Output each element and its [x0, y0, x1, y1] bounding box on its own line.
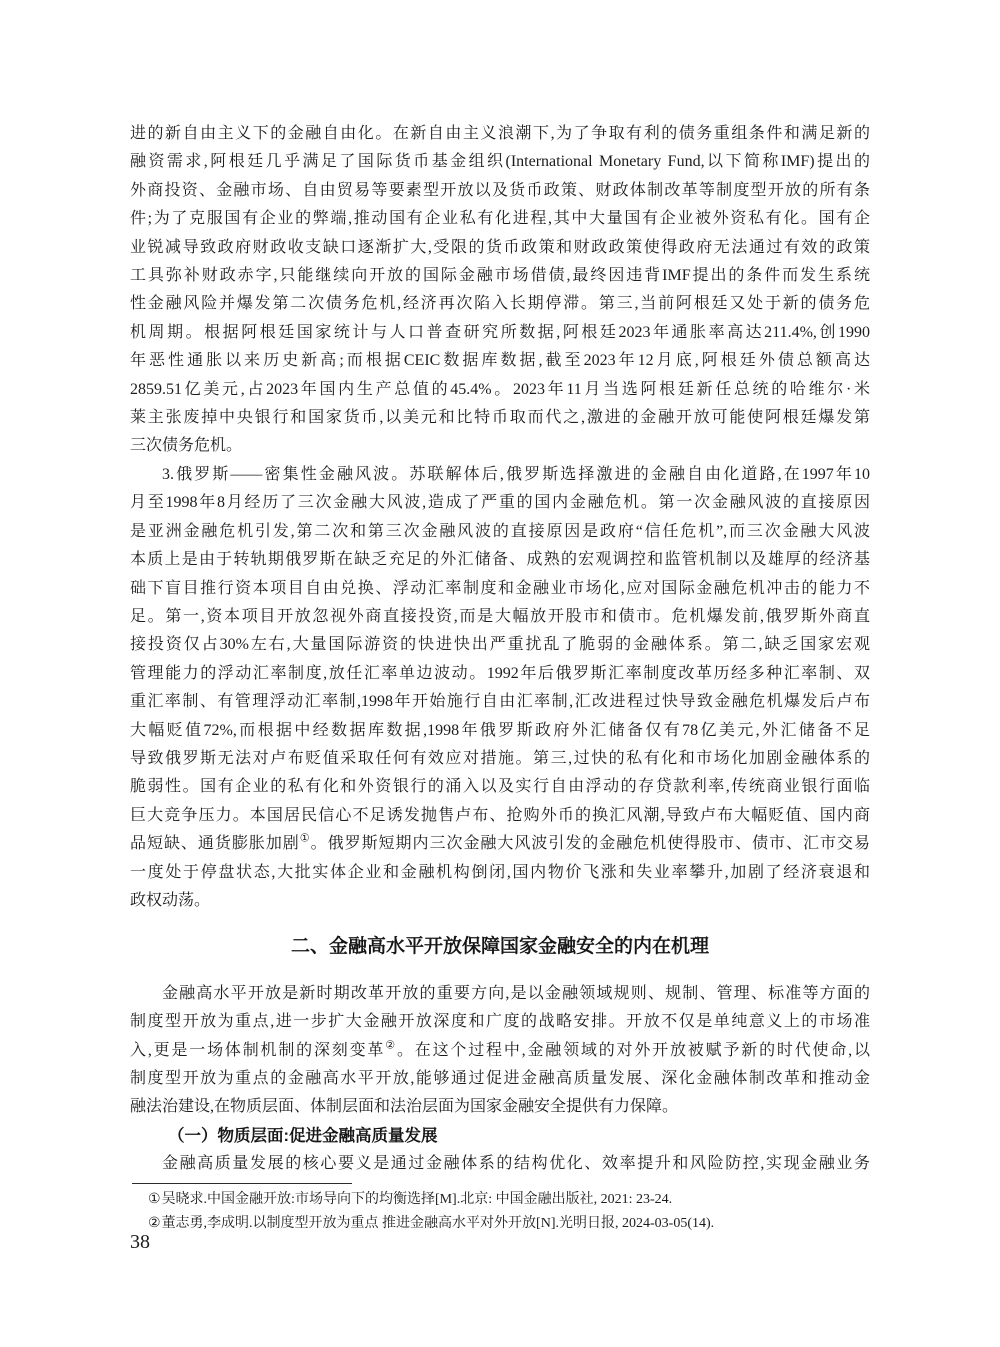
text-line: 进的新自由主义下的金融自由化。在新自由主义浪潮下,为了争取有利的债务重组条件和满足新的	[130, 125, 870, 142]
text-line: 金融高质量发展的核心要义是通过金融体系的结构优化、效率提升和风险防控,实现金融业务	[162, 1155, 870, 1173]
footnote-ref-icon: ①	[299, 832, 311, 845]
footnotes	[130, 1188, 870, 1236]
footnote-1	[148, 1188, 870, 1212]
footnote-2-marker: ②	[148, 1215, 161, 1231]
subsection-heading: （一）物质层面:促进金融高质量发展	[168, 1126, 438, 1145]
footnote-1-text: 吴晓求.中国金融开放:市场导向下的均衡选择[M].北京: 中国金融出版社, 2021: 23-24.	[161, 1191, 673, 1207]
text-line: 导致俄罗斯无法对卢布贬值采取任何有效应对措施。第三,过快的私有化和市场化加剧金融体系的	[130, 749, 870, 767]
text-line: 入,更是一场体制机制的深刻变革②。在这个过程中,金融领域的对外开放被赋予新的时代使命,以	[130, 1039, 870, 1059]
paragraph-opening-mechanism	[130, 980, 870, 1122]
text-line: 础下盲目推行资本项目自由兑换、浮动汇率制度和金融业市场化,应对国际金融危机冲击的能力不	[130, 579, 870, 597]
text-line: 金融高水平开放是新时期改革开放的重要方向,是以金融领域规则、规制、管理、标准等方面的	[162, 984, 870, 1002]
footnote-1-marker: ①	[148, 1191, 161, 1207]
text-line: 政权动荡。	[130, 891, 211, 909]
text-line: 性金融风险并爆发第二次债务危机,经济再次陷入长期停滞。第三,当前阿根廷又处于新的债务危	[130, 295, 870, 313]
text-line: 莱主张废掉中央银行和国家货币,以美元和比特币取而代之,激进的金融开放可能使阿根廷爆发第	[130, 409, 870, 427]
text-line: 外商投资、金融市场、自由贸易等要素型开放以及货币政策、财政体制改革等制度型开放的所有条	[130, 181, 870, 199]
text-line: 品短缺、通货膨胀加剧①。俄罗斯短期内三次金融大风波引发的金融危机使得股市、债市、汇市交易	[130, 832, 870, 853]
text-line: 制度型开放为重点的金融高水平开放,能够通过促进金融高质量发展、深化金融体制改革和推动金	[130, 1070, 870, 1087]
footnote-2	[148, 1212, 870, 1236]
text-line: 足。第一,资本项目开放忽视外商直接投资,而是大幅放开股市和债市。危机爆发前,俄罗斯外商直	[130, 607, 870, 625]
document-body	[130, 120, 870, 1236]
paragraph-argentina-continuation	[130, 120, 870, 461]
paragraph-russia	[130, 461, 870, 916]
text-line: 年恶性通胀以来历史新高;而根据CEIC数据库数据,截至2023年12月底,阿根廷外债总额高达	[130, 352, 870, 370]
text-line: 月至1998年8月经历了三次金融大风波,造成了严重的国内金融危机。第一次金融风波的直接原因	[130, 494, 870, 512]
text-line: 工具弥补财政赤字,只能继续向开放的国际金融市场借债,最终因违背IMF提出的条件而发生系统	[130, 267, 870, 285]
text-line: 业锐减导致政府财政收支缺口逐渐扩大,受限的货币政策和财政政策使得政府无法通过有效的政策	[130, 238, 870, 256]
text-line: 机周期。根据阿根廷国家统计与人口普查研究所数据,阿根廷2023年通胀率高达211.4%,创1990	[130, 323, 870, 341]
text-line: 一度处于停盘状态,大批实体企业和金融机构倒闭,国内物价飞涨和失业率攀升,加剧了经济衰退和	[130, 863, 870, 881]
text-line: 巨大竞争压力。本国居民信心不足诱发抛售卢布、抢购外币的换汇风潮,导致卢布大幅贬值、国内商	[130, 806, 870, 824]
text-line: 重汇率制、有管理浮动汇率制,1998年开始施行自由汇率制,汇改进程过快导致金融危机爆发后卢布	[130, 693, 870, 711]
text-line: 融资需求,阿根廷几乎满足了国际货币基金组织(International Monetary Fund,以下简称IMF)提出的	[130, 153, 870, 171]
text-line: 是亚洲金融危机引发,第二次和第三次金融风波的直接原因是政府“信任危机”,而三次金融大风波	[130, 522, 870, 540]
text-line: 接投资仅占30%左右,大量国际游资的快进快出严重扰乱了脆弱的金融体系。第二,缺乏国家宏观	[130, 636, 870, 654]
section-heading: 二、金融高水平开放保障国家金融安全的内在机理	[290, 936, 709, 958]
text-line: 制度型开放为重点,进一步扩大金融开放深度和广度的战略安排。开放不仅是单纯意义上的市场准	[130, 1013, 870, 1031]
footnote-divider	[132, 1183, 352, 1184]
text-line: 本质上是由于转轨期俄罗斯在缺乏充足的外汇储备、成熟的宏观调控和监管机制以及雄厚的经济基	[130, 551, 870, 569]
text-line: 2859.51亿美元,占2023年国内生产总值的45.4%。2023年11月当选阿根廷新任总统的哈维尔·米	[130, 380, 870, 398]
text-line: 脆弱性。国有企业的私有化和外资银行的涌入以及实行自由浮动的存贷款利率,传统商业银行面临	[130, 778, 870, 796]
text-line: 3.俄罗斯——密集性金融风波。苏联解体后,俄罗斯选择激进的金融自由化道路,在1997年10	[162, 465, 870, 483]
text-line: 融法治建设,在物质层面、体制层面和法治层面为国家金融安全提供有力保障。	[130, 1098, 679, 1116]
page-number: 38	[130, 1231, 150, 1253]
text-line: 三次债务危机。	[130, 437, 243, 455]
footnote-2-text: 董志勇,李成明.以制度型开放为重点 推进金融高水平对外开放[N].光明日报, 2024-03-05(14).	[161, 1215, 715, 1231]
text-line: 管理能力的浮动汇率制度,放任汇率单边波动。1992年后俄罗斯汇率制度改革历经多种汇率制、双	[130, 664, 870, 682]
paragraph-high-quality-development	[130, 1150, 870, 1178]
text-line: 大幅贬值72%,而根据中经数据库数据,1998年俄罗斯政府外汇储备仅有78亿美元,外汇储备不足	[130, 721, 870, 739]
footnote-ref-icon: ②	[385, 1039, 397, 1052]
text-line: 件;为了克服国有企业的弊端,推动国有企业私有化进程,其中大量国有企业被外资私有化。国有企	[130, 210, 870, 228]
